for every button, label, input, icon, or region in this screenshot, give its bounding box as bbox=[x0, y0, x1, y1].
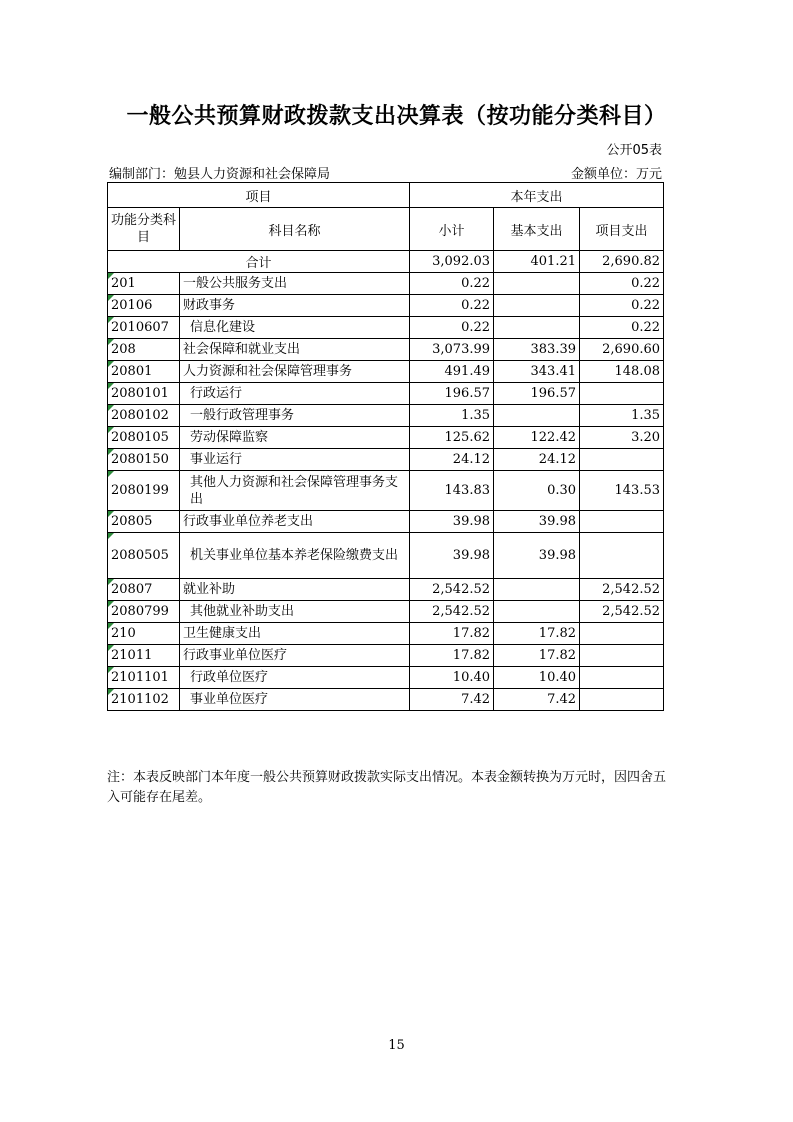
row-code: 208 bbox=[108, 339, 180, 361]
row-code: 2080101 bbox=[108, 383, 180, 405]
row-project: 0.22 bbox=[580, 295, 664, 317]
header-project-expense: 项目支出 bbox=[580, 208, 664, 251]
table-row bbox=[108, 273, 664, 295]
table-row bbox=[108, 533, 664, 579]
row-name: 行政单位医疗 bbox=[180, 667, 410, 689]
row-name: 信息化建设 bbox=[180, 317, 410, 339]
total-project: 2,690.82 bbox=[580, 251, 664, 273]
row-subtotal: 0.22 bbox=[410, 273, 494, 295]
row-subtotal: 7.42 bbox=[410, 689, 494, 711]
row-basic: 39.98 bbox=[494, 533, 580, 579]
table-row bbox=[108, 471, 664, 511]
row-name: 其他就业补助支出 bbox=[180, 601, 410, 623]
row-subtotal: 143.83 bbox=[410, 471, 494, 511]
row-code: 2080102 bbox=[108, 405, 180, 427]
expenditure-table bbox=[107, 182, 664, 711]
total-subtotal: 3,092.03 bbox=[410, 251, 494, 273]
header-project: 项目 bbox=[108, 183, 410, 208]
table-row bbox=[108, 689, 664, 711]
table-row bbox=[108, 317, 664, 339]
table-row bbox=[108, 383, 664, 405]
row-name: 就业补助 bbox=[180, 579, 410, 601]
row-project bbox=[580, 689, 664, 711]
header-this-year: 本年支出 bbox=[410, 183, 664, 208]
row-basic: 196.57 bbox=[494, 383, 580, 405]
row-basic: 7.42 bbox=[494, 689, 580, 711]
row-basic: 39.98 bbox=[494, 511, 580, 533]
row-project: 2,542.52 bbox=[580, 601, 664, 623]
row-code: 2010607 bbox=[108, 317, 180, 339]
row-name: 一般行政管理事务 bbox=[180, 405, 410, 427]
row-code: 2080150 bbox=[108, 449, 180, 471]
amount-unit-label: 金额单位：万元 bbox=[570, 167, 662, 182]
row-subtotal: 0.22 bbox=[410, 295, 494, 317]
row-subtotal: 2,542.52 bbox=[410, 579, 494, 601]
row-subtotal: 10.40 bbox=[410, 667, 494, 689]
row-basic bbox=[494, 295, 580, 317]
row-project: 0.22 bbox=[580, 273, 664, 295]
row-name: 其他人力资源和社会保障管理事务支出 bbox=[180, 471, 410, 511]
row-project: 143.53 bbox=[580, 471, 664, 511]
row-name: 人力资源和社会保障管理事务 bbox=[180, 361, 410, 383]
row-code: 2080199 bbox=[108, 471, 180, 511]
row-project bbox=[580, 533, 664, 579]
row-basic: 122.42 bbox=[494, 427, 580, 449]
row-name: 行政事业单位医疗 bbox=[180, 645, 410, 667]
row-code: 2080505 bbox=[108, 533, 180, 579]
row-basic: 0.30 bbox=[494, 471, 580, 511]
row-subtotal: 3,073.99 bbox=[410, 339, 494, 361]
row-project bbox=[580, 667, 664, 689]
row-subtotal: 39.98 bbox=[410, 533, 494, 579]
row-subtotal: 39.98 bbox=[410, 511, 494, 533]
row-name: 事业单位医疗 bbox=[180, 689, 410, 711]
row-subtotal: 1.35 bbox=[410, 405, 494, 427]
row-basic bbox=[494, 317, 580, 339]
row-basic: 343.41 bbox=[494, 361, 580, 383]
row-subtotal: 24.12 bbox=[410, 449, 494, 471]
row-code: 21011 bbox=[108, 645, 180, 667]
table-row bbox=[108, 339, 664, 361]
row-basic: 383.39 bbox=[494, 339, 580, 361]
row-basic bbox=[494, 405, 580, 427]
table-row bbox=[108, 449, 664, 471]
row-name: 机关事业单位基本养老保险缴费支出 bbox=[180, 533, 410, 579]
row-name: 卫生健康支出 bbox=[180, 623, 410, 645]
row-code: 20805 bbox=[108, 511, 180, 533]
header-row-2 bbox=[108, 208, 664, 251]
total-row bbox=[108, 251, 664, 273]
table-row bbox=[108, 645, 664, 667]
row-project bbox=[580, 511, 664, 533]
row-subtotal: 196.57 bbox=[410, 383, 494, 405]
row-name: 事业运行 bbox=[180, 449, 410, 471]
row-code: 2080105 bbox=[108, 427, 180, 449]
header-subtotal: 小计 bbox=[410, 208, 494, 251]
table-row bbox=[108, 579, 664, 601]
row-project bbox=[580, 449, 664, 471]
row-project: 0.22 bbox=[580, 317, 664, 339]
page-title: 一般公共预算财政拨款支出决算表（按功能分类科目） bbox=[126, 104, 667, 129]
row-basic: 24.12 bbox=[494, 449, 580, 471]
row-project bbox=[580, 623, 664, 645]
table-row bbox=[108, 667, 664, 689]
row-project: 1.35 bbox=[580, 405, 664, 427]
row-code: 210 bbox=[108, 623, 180, 645]
table-row bbox=[108, 405, 664, 427]
total-basic: 401.21 bbox=[494, 251, 580, 273]
row-subtotal: 17.82 bbox=[410, 623, 494, 645]
form-number: 公开05表 bbox=[606, 143, 662, 158]
row-name: 财政事务 bbox=[180, 295, 410, 317]
table-row bbox=[108, 511, 664, 533]
row-code: 20801 bbox=[108, 361, 180, 383]
header-basic: 基本支出 bbox=[494, 208, 580, 251]
row-project bbox=[580, 383, 664, 405]
table-body bbox=[108, 273, 664, 711]
row-subtotal: 2,542.52 bbox=[410, 601, 494, 623]
row-name: 行政事业单位养老支出 bbox=[180, 511, 410, 533]
row-project: 3.20 bbox=[580, 427, 664, 449]
row-basic: 10.40 bbox=[494, 667, 580, 689]
row-basic: 17.82 bbox=[494, 645, 580, 667]
row-project: 2,542.52 bbox=[580, 579, 664, 601]
row-basic bbox=[494, 601, 580, 623]
header-row-1 bbox=[108, 183, 664, 208]
table-row bbox=[108, 295, 664, 317]
row-code: 2101101 bbox=[108, 667, 180, 689]
row-project: 148.08 bbox=[580, 361, 664, 383]
row-basic bbox=[494, 579, 580, 601]
row-subtotal: 125.62 bbox=[410, 427, 494, 449]
row-code: 20106 bbox=[108, 295, 180, 317]
header-code: 功能分类科目 bbox=[108, 208, 180, 251]
row-basic bbox=[494, 273, 580, 295]
row-basic: 17.82 bbox=[494, 623, 580, 645]
row-project: 2,690.60 bbox=[580, 339, 664, 361]
row-code: 2101102 bbox=[108, 689, 180, 711]
header-name: 科目名称 bbox=[180, 208, 410, 251]
table-row bbox=[108, 361, 664, 383]
row-name: 社会保障和就业支出 bbox=[180, 339, 410, 361]
row-code: 20807 bbox=[108, 579, 180, 601]
table-row bbox=[108, 623, 664, 645]
table-row bbox=[108, 601, 664, 623]
row-subtotal: 17.82 bbox=[410, 645, 494, 667]
row-subtotal: 491.49 bbox=[410, 361, 494, 383]
table-row bbox=[108, 427, 664, 449]
row-name: 劳动保障监察 bbox=[180, 427, 410, 449]
total-label: 合计 bbox=[108, 251, 410, 273]
footnote: 注：本表反映部门本年度一般公共预算财政拨款实际支出情况。本表金额转换为万元时，因四舍五入可能存在尾差。 bbox=[107, 770, 667, 805]
row-code: 201 bbox=[108, 273, 180, 295]
row-name: 一般公共服务支出 bbox=[180, 273, 410, 295]
row-project bbox=[580, 645, 664, 667]
row-name: 行政运行 bbox=[180, 383, 410, 405]
row-subtotal: 0.22 bbox=[410, 317, 494, 339]
department-label: 编制部门：勉县人力资源和社会保障局 bbox=[109, 167, 331, 182]
row-code: 2080799 bbox=[108, 601, 180, 623]
page-number: 15 bbox=[388, 1038, 405, 1053]
